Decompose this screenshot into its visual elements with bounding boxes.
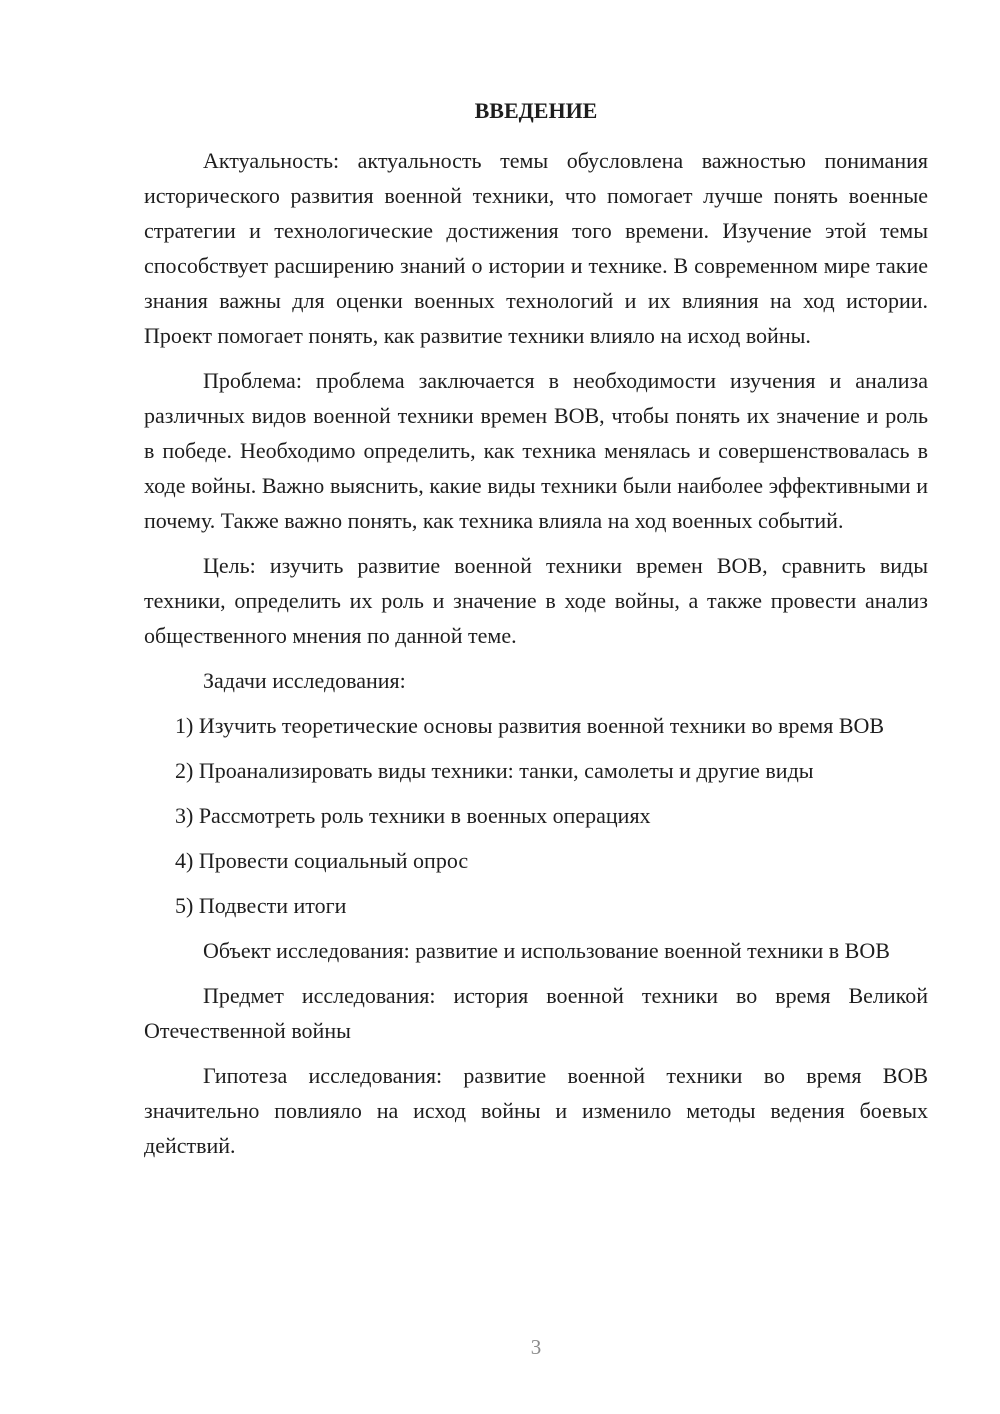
page-title: ВВЕДЕНИЕ	[474, 98, 598, 123]
object-paragraph: Объект исследования: развитие и использование военной техники в ВОВ	[203, 938, 890, 963]
task-item-1: 1) Изучить теоретические основы развития военной техники во время ВОВ	[175, 713, 885, 738]
task-item-2: 2) Проанализировать виды техники: танки, самолеты и другие виды	[175, 758, 814, 783]
tasks-heading: Задачи исследования:	[203, 668, 406, 693]
relevance-paragraph: Актуальность: актуальность темы обусловлена важностью понимания исторического развития военной техники, что помогает лучше понять военные стратегии и технологические достижения того времени. Изучение этой темы способствует расширению знаний о истории и технике. В современном мире такие знания важны для оценки военных технологий и их влияния на ход истории. Проект помогает понять, как развитие техники влияло на исход войны.	[144, 148, 928, 348]
hypothesis-paragraph: Гипотеза исследования: развитие военной техники во время ВОВ значительно повлияло на исход войны и изменило методы ведения боевых действий.	[144, 1063, 928, 1158]
document-body	[144, 143, 928, 1173]
goal-paragraph: Цель: изучить развитие военной техники времен ВОВ, сравнить виды техники, определить их роль и значение в ходе войны, а также провести анализ общественного мнения по данной теме.	[144, 553, 928, 648]
task-item-5: 5) Подвести итоги	[175, 893, 347, 918]
page-number: 3	[530, 1335, 542, 1359]
problem-paragraph: Проблема: проблема заключается в необходимости изучения и анализа различных видов военной техники времен ВОВ, чтобы понять их значение и роль в победе. Необходимо определить, как техника менялась и совершенствовалась в ходе войны. Важно выяснить, какие виды техники были наиболее эффективными и почему. Также важно понять, как техника влияла на ход военных событий.	[144, 368, 928, 533]
task-item-3: 3) Рассмотреть роль техники в военных операциях	[175, 803, 651, 828]
task-item-4: 4) Провести социальный опрос	[175, 848, 469, 873]
subject-paragraph: Предмет исследования: история военной техники во время Великой Отечественной войны	[144, 983, 928, 1043]
